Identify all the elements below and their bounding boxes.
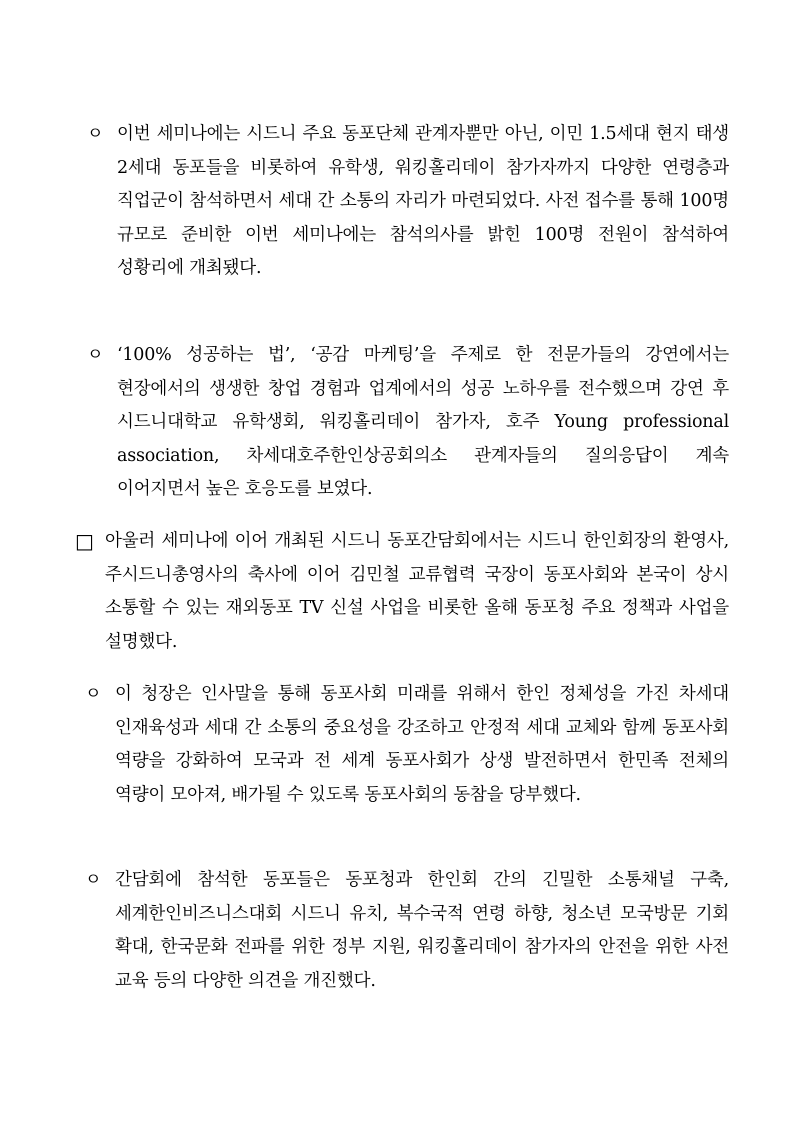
paragraph-text: 아울러 세미나에 이어 개최된 시드니 동포간담회에서는 시드니 한인회장의 환영사, 주시드니총영사의 축사에 이어 김민철 교류협력 국장이 동포사회와 본국이 상시 소통할 수 있는 재외동포 TV 신설 사업을 비롯한 올해 동포청 주요 정책과 사업을 설명했다. [105, 531, 729, 652]
bullet-paragraph-expert-lectures [87, 339, 729, 507]
bullet-paragraph-commissioner-remarks [85, 678, 729, 812]
paragraph-text: 간담회에 참석한 동포들은 동포청과 한인회 간의 긴밀한 소통채널 구축, 세계한인비즈니스대회 시드니 유치, 복수국적 연령 하향, 청소년 모국방문 기회 확대, 한국문화 전파를 위한 정부 지원, 워킹홀리데이 참가자의 안전을 위한 사전 교육 등의 다양한 의견을 개진했다. [115, 870, 729, 991]
square-bullet-marker: □ [75, 529, 94, 553]
circle-bullet-marker: ㅇ [85, 870, 102, 890]
circle-bullet-marker: ㅇ [87, 124, 104, 144]
paragraph-text: ‘100% 성공하는 법’, ‘공감 마케팅’을 주제로 한 전문가들의 강연에서는 현장에서의 생생한 창업 경험과 업계에서의 성공 노하우를 전수했으며 강연 후 시드니대학교 유학생회, 워킹홀리데이 참가자, 호주 Young professional association, 차세대호주한인상공회의소 관계자들의 질의응답이 계속 이어지면서 높은 호응도를 보였다. [117, 345, 729, 499]
circle-bullet-marker: ㅇ [87, 345, 104, 365]
bullet-paragraph-community-opinions [85, 864, 729, 998]
bullet-paragraph-seminar-attendance [87, 118, 729, 286]
section-paragraph-community-meeting [75, 525, 729, 659]
paragraph-text: 이 청장은 인사말을 통해 동포사회 미래를 위해서 한인 정체성을 가진 차세대 인재육성과 세대 간 소통의 중요성을 강조하고 안정적 세대 교체와 함께 동포사회 역량을 강화하여 모국과 전 세계 동포사회가 상생 발전하면서 한민족 전체의 역량이 모아져, 배가될 수 있도록 동포사회의 동참을 당부했다. [115, 684, 729, 805]
circle-bullet-marker: ㅇ [85, 684, 102, 704]
paragraph-text: 이번 세미나에는 시드니 주요 동포단체 관계자뿐만 아닌, 이민 1.5세대 현지 태생 2세대 동포들을 비롯하여 유학생, 워킹홀리데이 참가자까지 다양한 연령층과 직업군이 참석하면서 세대 간 소통의 자리가 마련되었다. 사전 접수를 통해 100명 규모로 준비한 이번 세미나에는 참석의사를 밝힌 100명 전원이 참석하여 성황리에 개최됐다. [117, 124, 729, 278]
